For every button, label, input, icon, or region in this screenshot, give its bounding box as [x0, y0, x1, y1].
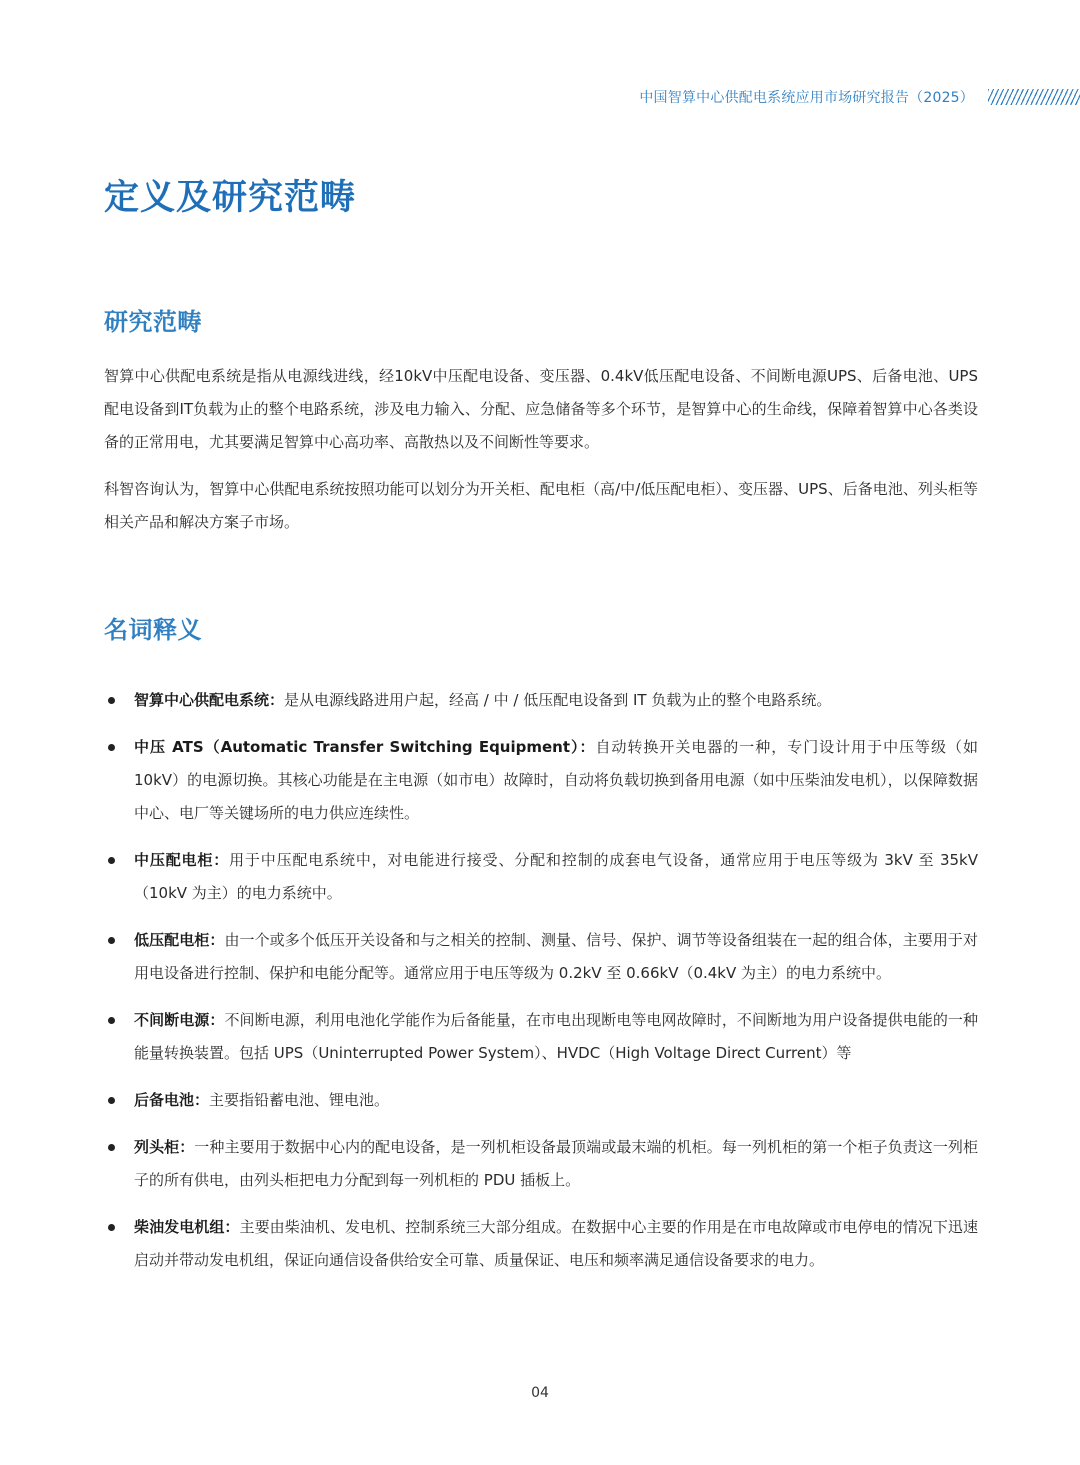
term-name: 智算中心供配电系统： [134, 691, 285, 709]
term-description: 自动转换开关电器的一种，专门设计用于中压等级（如10kV）的电源切换。其核心功能是在主电源（如市电）故障时，自动将负载切换到备用电源（如中压柴油发电机），以保障数据中心、电厂等关键场所的电力供应连续性。 [134, 738, 978, 822]
term-description: 主要由柴油机、发电机、控制系统三大部分组成。在数据中心主要的作用是在市电故障或市电停电的情况下迅速启动并带动发电机组，保证向通信设备供给安全可靠、质量保证、电压和频率满足通信设备要求的电力。 [134, 1218, 978, 1269]
glossary-item [104, 1004, 978, 1070]
glossary-list [104, 684, 978, 1291]
paragraph: 科智咨询认为，智算中心供配电系统按照功能可以划分为开关柜、配电柜（高/中/低压配电柜）、变压器、UPS、后备电池、列头柜等相关产品和解决方案子市场。 [104, 480, 978, 531]
section-heading-glossary: 名词释义 [104, 616, 202, 644]
hatch-decoration [988, 89, 1080, 105]
glossary-item [104, 684, 978, 717]
glossary-item [104, 1211, 978, 1277]
term-name: 中压 ATS（Automatic Transfer Switching Equipment）： [134, 738, 596, 756]
page-title: 定义及研究范畴 [104, 178, 357, 218]
term-description: 由一个或多个低压开关设备和与之相关的控制、测量、信号、保护、调节等设备组装在一起的组合体，主要用于对用电设备进行控制、保护和电能分配等。通常应用于电压等级为 0.2kV 至 0.66kV（0.4kV 为主）的电力系统中。 [134, 931, 978, 982]
paragraph: 智算中心供配电系统是指从电源线进线，经10kV中压配电设备、变压器、0.4kV低压配电设备、不间断电源UPS、后备电池、UPS配电设备到IT负载为止的整个电路系统，涉及电力输入、分配、应急储备等多个环节，是智算中心的生命线，保障着智算中心各类设备的正常用电，尤其要满足智算中心高功率、高散热以及不间断性等要求。 [104, 367, 978, 451]
term-name: 列头柜： [134, 1138, 195, 1156]
bullet-icon [108, 1224, 115, 1231]
glossary-item [104, 924, 978, 990]
bullet-icon [108, 744, 115, 751]
term-name: 低压配电柜： [134, 931, 225, 949]
term-name: 不间断电源： [134, 1011, 225, 1029]
bullet-icon [108, 1097, 115, 1104]
section-heading-research-scope: 研究范畴 [104, 308, 202, 336]
bullet-icon [108, 1144, 115, 1151]
glossary-item [104, 1084, 978, 1117]
term-description: 不间断电源，利用电池化学能作为后备能量，在市电出现断电等电网故障时，不间断地为用户设备提供电能的一种能量转换装置。包括 UPS（Uninterrupted Power System）、HVDC（High Voltage Direct Current）等 [134, 1011, 978, 1062]
page-number: 04 [531, 1385, 549, 1401]
term-description: 主要指铅蓄电池、锂电池。 [209, 1091, 390, 1109]
glossary-item [104, 1131, 978, 1197]
term-name: 后备电池： [134, 1091, 210, 1109]
term-name: 中压配电柜： [134, 851, 230, 869]
bullet-icon [108, 857, 115, 864]
term-description: 用于中压配电系统中，对电能进行接受、分配和控制的成套电气设备，通常应用于电压等级为 3kV 至 35kV（10kV 为主）的电力系统中。 [134, 851, 978, 902]
glossary-item [104, 731, 978, 830]
running-header [639, 86, 1080, 108]
bullet-icon [108, 937, 115, 944]
term-name: 柴油发电机组： [134, 1218, 240, 1236]
report-title: 中国智算中心供配电系统应用市场研究报告（2025） [639, 90, 974, 106]
glossary-item [104, 844, 978, 910]
term-description: 一种主要用于数据中心内的配电设备，是一列机柜设备最顶端或最末端的机柜。每一列机柜的第一个柜子负责这一列柜子的所有供电，由列头柜把电力分配到每一列机柜的 PDU 插板上。 [134, 1138, 978, 1189]
term-description: 是从电源线路进用户起，经高 / 中 / 低压配电设备到 IT 负载为止的整个电路系统。 [284, 691, 832, 709]
bullet-icon [108, 1017, 115, 1024]
bullet-icon [108, 697, 115, 704]
